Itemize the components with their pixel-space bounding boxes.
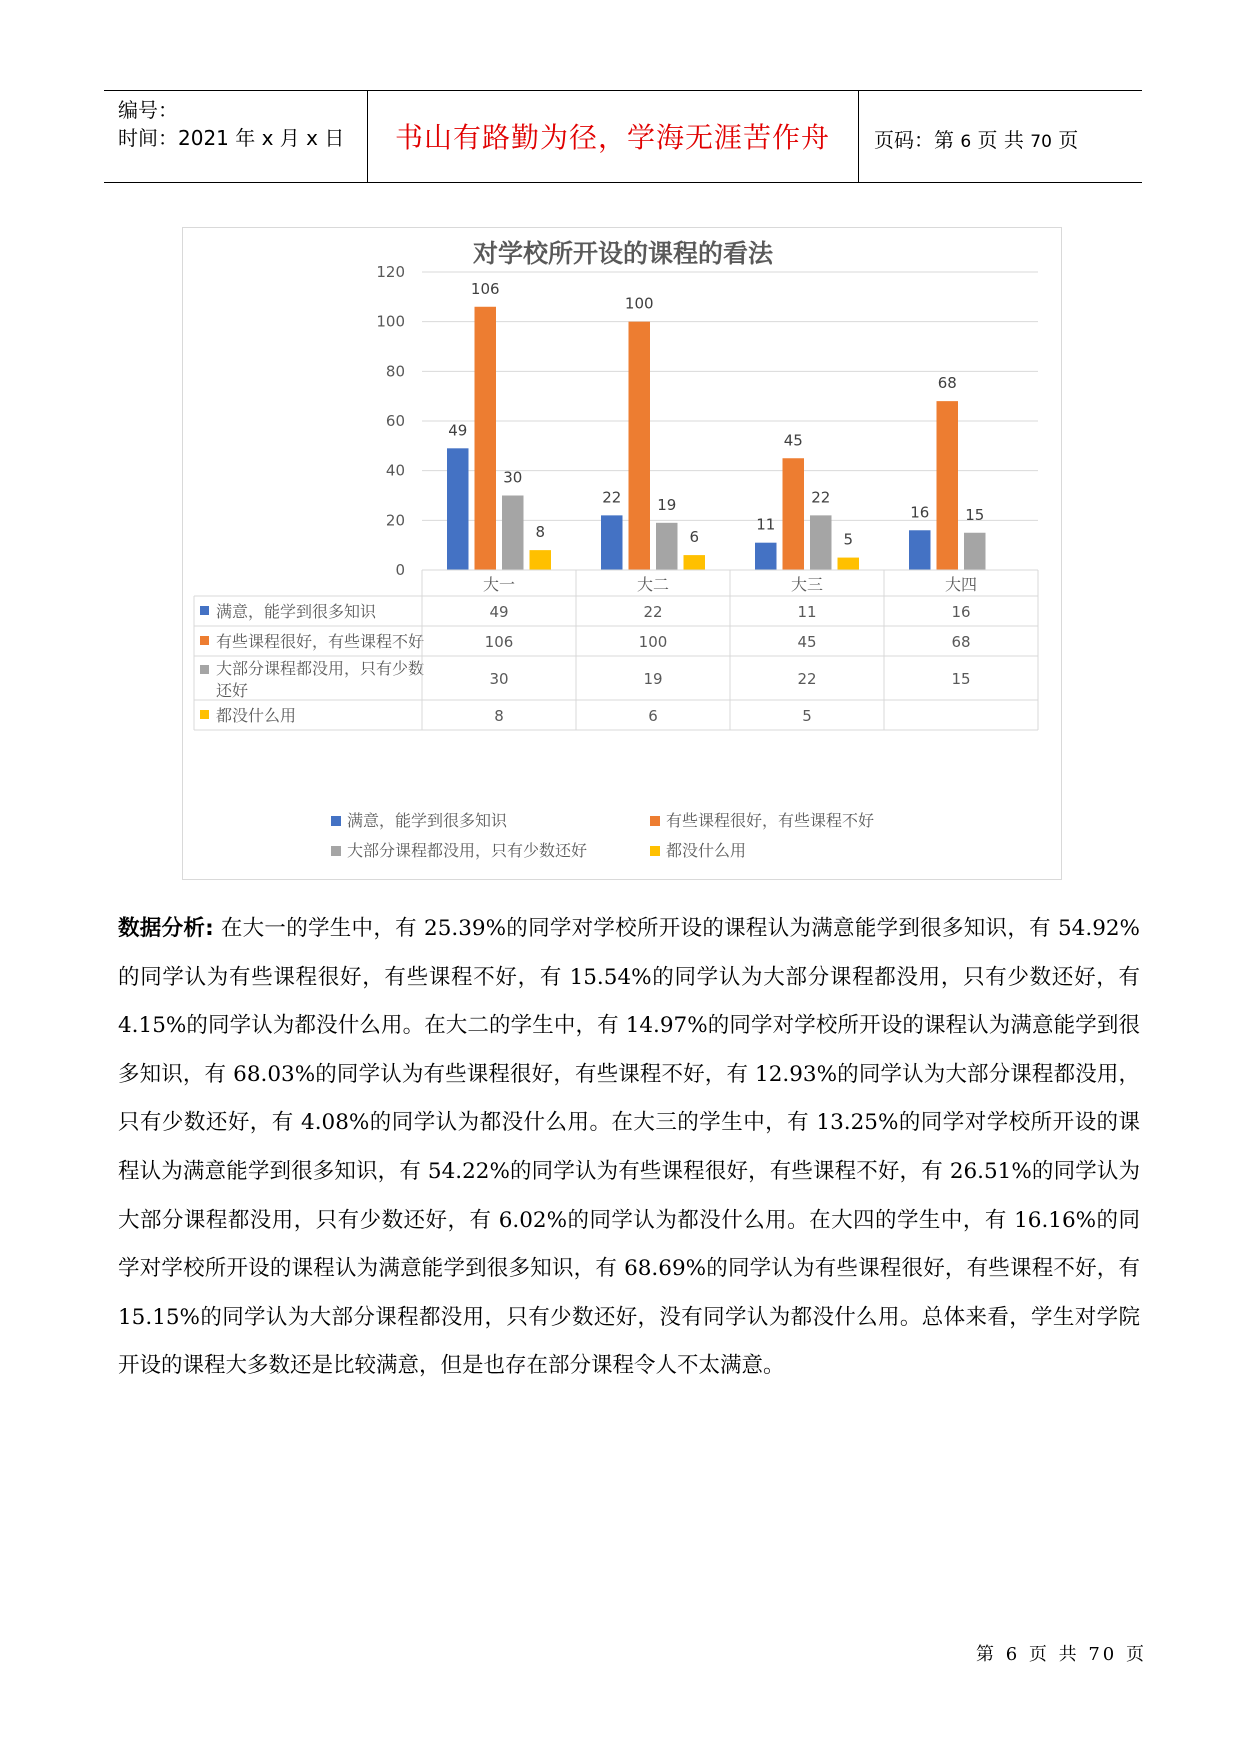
y-tick-label: 40: [385, 461, 405, 480]
table-cell-value: 19: [643, 670, 663, 688]
footer-page-number: 第 6 页 共 70 页: [976, 1644, 1147, 1665]
bar: [502, 496, 524, 571]
bar: [530, 550, 552, 570]
data-analysis-paragraph: [118, 905, 1140, 1391]
analysis-body: 在大一的学生中，有 25.39%的同学对学校所开设的课程认为满意能学到很多知识，有 54.92%的同学认为有些课程很好，有些课程不好，有 15.54%的同学认为大部分课程都没用，只有少数还好，有 4.15%的同学认为都没什么用。在大二的学生中，有 14.97%的同学对学校所开设的课程认为满意能学到很多知识，有 68.03%的同学认为有些课程很好，有些课程不好，有 12.93%的同学认为大部分课程都没用，只有少数还好，有 4.08%的同学认为都没什么用。在大三的学生中，有 13.25%的同学对学校所开设的课程认为满意能学到很多知识，有 54.22%的同学认为有些课程很好，有些课程不好，有 26.51%的同学认为大部分课程都没用，只有少数还好，有 6.02%的同学认为都没什么用。在大四的学生中，有 16.16%的同学对学校所开设的课程认为满意能学到很多知识，有 68.69%的同学认为有些课程很好，有些课程不好，有 15.15%的同学认为大部分课程都没用，只有少数还好，没有同学认为都没什么用。总体来看，学生对学院开设的课程大多数还是比较满意，但是也存在部分课程令人不太满意。: [118, 916, 1140, 1379]
data-label: 6: [689, 528, 700, 547]
y-tick-label: 100: [376, 312, 405, 331]
table-legend-key: [200, 606, 209, 615]
legend-key: [331, 816, 341, 826]
bar-chart: [183, 228, 1063, 881]
table-legend-key: [200, 665, 209, 674]
x-tick-label: 大四: [944, 575, 978, 594]
table-legend-key: [200, 710, 209, 719]
bar: [838, 558, 860, 570]
table-legend-key: [200, 636, 209, 645]
legend-key: [650, 816, 660, 826]
bar: [810, 515, 832, 570]
chart-bars: [447, 307, 986, 570]
y-tick-label: 80: [385, 362, 405, 381]
data-label: 22: [811, 488, 831, 507]
data-label: 30: [503, 468, 523, 487]
bar: [601, 515, 623, 570]
page-total: 70: [1030, 132, 1052, 152]
bar: [909, 530, 931, 570]
data-label: 100: [624, 294, 654, 313]
header-divider-right: [858, 90, 859, 182]
table-cell-value: 16: [951, 603, 971, 621]
bar: [964, 533, 986, 570]
data-label: 22: [602, 488, 622, 507]
x-tick-label: 大二: [636, 575, 670, 594]
data-label: 106: [470, 279, 500, 298]
bar: [629, 322, 651, 570]
data-label: 11: [756, 515, 776, 534]
chart-data-labels: [448, 280, 984, 549]
page-prefix: 页码：第: [874, 128, 954, 152]
table-series-name: 大部分课程都没用，只有少数: [216, 659, 425, 678]
y-tick-label: 20: [385, 511, 405, 530]
header-info: [118, 96, 344, 152]
header-bottom-rule: [104, 182, 1142, 183]
chart-legend: [331, 811, 874, 860]
table-cell-value: 15: [951, 670, 971, 688]
table-cell-value: 11: [797, 603, 817, 621]
bar: [937, 401, 959, 570]
header-top-rule: [104, 90, 1142, 91]
page-current: 6: [960, 132, 972, 152]
table-cell-value: 22: [797, 670, 817, 688]
table-series-name: 满意，能学到很多知识: [216, 602, 377, 621]
table-series-name: 都没什么用: [216, 706, 297, 725]
y-tick-label: 0: [395, 561, 405, 579]
data-label: 68: [937, 374, 957, 393]
table-cell-value: 49: [489, 603, 509, 621]
data-label: 16: [910, 503, 930, 522]
analysis-lead: 数据分析:: [118, 916, 214, 941]
data-label: 15: [965, 505, 985, 524]
data-label: 8: [535, 523, 546, 542]
data-label: 19: [657, 495, 677, 514]
chart-data-table: [194, 570, 1038, 730]
legend-label: 都没什么用: [666, 841, 747, 860]
bar: [755, 543, 777, 570]
header-page-indicator: [874, 124, 1078, 153]
table-cell-value: 6: [648, 707, 658, 725]
header-motto: 书山有路勤为径，学海无涯苦作舟: [394, 121, 830, 154]
legend-key: [650, 846, 660, 856]
table-cell-value: 68: [951, 633, 971, 651]
chart-title: 对学校所开设的课程的看法: [472, 239, 774, 268]
y-tick-label: 120: [376, 263, 405, 281]
table-cell-value: 100: [638, 633, 668, 651]
data-label: 45: [783, 431, 803, 450]
document-time: 时间：2021 年 x 月 x 日: [118, 126, 345, 150]
data-label: 49: [448, 421, 468, 440]
table-series-name: 还好: [216, 681, 249, 700]
table-cell-value: 5: [802, 707, 812, 725]
bar: [447, 448, 469, 570]
table-cell-value: 106: [484, 633, 514, 651]
bar: [475, 307, 497, 570]
table-cell-value: 8: [494, 707, 504, 725]
legend-key: [331, 846, 341, 856]
table-cell-value: 30: [489, 670, 509, 688]
bar: [783, 458, 805, 570]
bar: [684, 555, 706, 570]
table-cell-value: 45: [797, 633, 817, 651]
chart-y-axis: [376, 263, 405, 579]
data-label: 5: [843, 530, 854, 549]
page-suffix: 页: [1058, 128, 1079, 152]
y-tick-label: 60: [385, 412, 405, 430]
chart-container: [182, 227, 1062, 880]
table-series-name: 有些课程很好，有些课程不好: [216, 632, 425, 651]
page-mid: 页 共: [977, 128, 1024, 152]
header-divider-left: [367, 90, 368, 182]
x-tick-label: 大一: [482, 575, 516, 594]
legend-label: 有些课程很好，有些课程不好: [666, 811, 875, 830]
x-tick-label: 大三: [790, 575, 824, 594]
document-number-label: 编号：: [118, 98, 178, 122]
legend-label: 满意，能学到很多知识: [347, 811, 508, 830]
bar: [656, 523, 678, 570]
legend-label: 大部分课程都没用，只有少数还好: [347, 841, 588, 860]
table-cell-value: 22: [643, 603, 663, 621]
